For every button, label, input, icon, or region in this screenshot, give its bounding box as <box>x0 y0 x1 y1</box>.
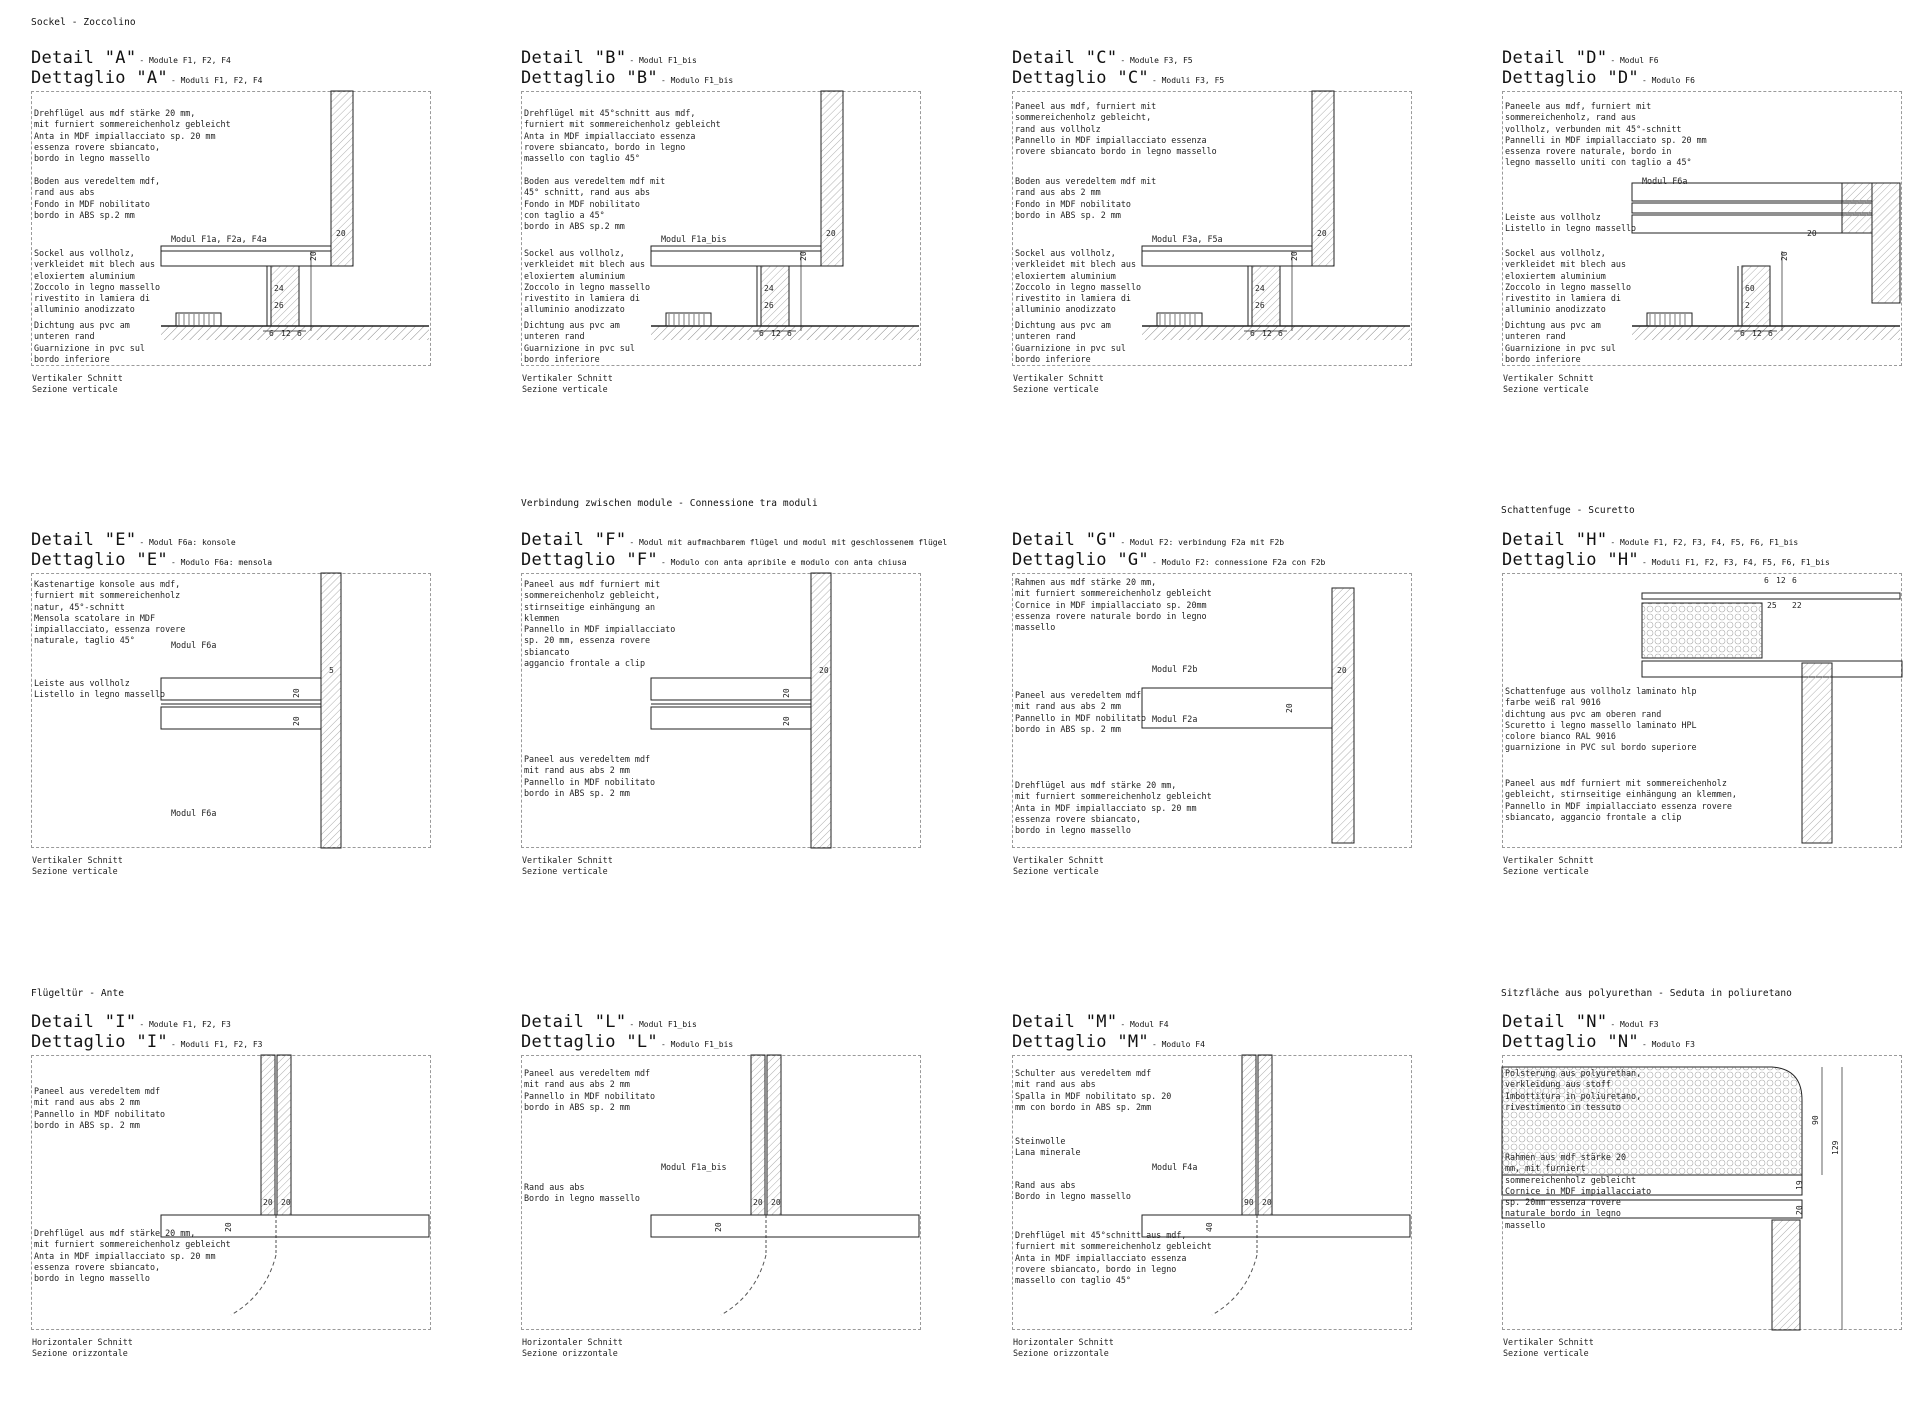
dimension-label: 24 <box>764 284 774 293</box>
annotation-text: Rand aus abs Bordo in legno massello <box>1015 1180 1131 1202</box>
detail-title-de-sub: - Modul F1_bis <box>629 56 697 65</box>
section-label-schattenfuge: Schattenfuge - Scuretto <box>1501 505 1635 516</box>
front-panel <box>1772 1220 1800 1330</box>
annotation-text: Sockel aus vollholz, verkleidet mit blech aus eloxiertem aluminium Zoccolo in legno massello rivestito in lamiera di alluminio anodizzato <box>1505 248 1632 315</box>
floor <box>651 326 919 340</box>
detail-title-de-sub: - Modul F4 <box>1120 1020 1169 1029</box>
caption-it: Sezione verticale <box>1503 866 1589 876</box>
module-label: Modul F6a <box>1642 176 1688 186</box>
annotation-text: Paneel aus veredeltem mdf mit rand aus abs 2 mm Pannello in MDF nobilitato bordo in ABS sp. 2 mm <box>34 1086 166 1130</box>
dimension-label: 60 <box>1745 284 1755 293</box>
door-leaf <box>651 1215 919 1237</box>
detail-title-it-main: Dettaglio "C" <box>1012 68 1149 88</box>
caption-it: Sezione orizzontale <box>522 1348 618 1358</box>
detail-title-de-main: Detail "M" <box>1012 1012 1118 1032</box>
side-panel <box>811 573 831 848</box>
dimension-label: 6 <box>787 329 792 338</box>
dimension-label: 6 <box>759 329 764 338</box>
dimension-label: 20 <box>1807 229 1817 238</box>
dimension-label: 6 <box>1768 329 1773 338</box>
dimension-label: 20 <box>753 1198 763 1207</box>
dimension-label: 12 <box>281 329 291 338</box>
detail-title-it <box>521 68 733 88</box>
dimension-label: 90 <box>1244 1198 1254 1207</box>
annotation-text: Sockel aus vollholz, verkleidet mit blech aus eloxiertem aluminium Zoccolo in legno massello rivestito in lamiera di alluminio anodizzato <box>1015 248 1142 315</box>
caption-de: Vertikaler Schnitt <box>1013 373 1104 383</box>
detail-title-it <box>1012 68 1224 88</box>
dimension-label: 25 <box>1767 601 1777 610</box>
detail-title-de-sub: - Modul mit aufmachbarem flügel und modul mit geschlossenem flügel <box>629 538 948 547</box>
section-label-sitzflaeche: Sitzfläche aus polyurethan - Seduta in poliuretano <box>1501 988 1792 999</box>
detail-title-it-main: Dettaglio "L" <box>521 1032 658 1052</box>
dimension-label: 19 <box>1795 1180 1804 1190</box>
detail-title-it-sub: - Moduli F1, F2, F4 <box>170 76 263 85</box>
dimension-label: 20 <box>826 229 836 238</box>
caption-it: Sezione orizzontale <box>1013 1348 1109 1358</box>
bottom-shelf <box>1142 246 1312 266</box>
annotation-text: Boden aus veredeltem mdf, rand aus abs Fondo in MDF nobilitato bordo in ABS sp.2 mm <box>34 176 161 220</box>
dimension-label: 2 <box>1745 301 1750 310</box>
caption-it: Sezione verticale <box>1503 1348 1589 1358</box>
plinth-block <box>271 266 299 326</box>
annotation-text: Boden aus veredeltem mdf mit rand aus abs 2 mm Fondo in MDF nobilitato bordo in ABS sp. 2 mm <box>1015 176 1157 220</box>
annotation-text: Dichtung aus pvc am unteren rand Guarnizione in pvc sul bordo inferiore <box>524 320 635 364</box>
detail-title-it-main: Dettaglio "M" <box>1012 1032 1149 1052</box>
annotation-text: Sockel aus vollholz, verkleidet mit blech aus eloxiertem aluminium Zoccolo in legno massello rivestito in lamiera di alluminio anodizzato <box>524 248 651 315</box>
detail-title-de <box>1502 48 1659 68</box>
detail-panel-b <box>521 48 921 438</box>
detail-panel-n <box>1502 1012 1902 1402</box>
detail-title-de-main: Detail "A" <box>31 48 137 68</box>
bottom-shelf <box>161 246 331 266</box>
annotation-text: Polsterung aus polyurethan, verkleidung aus stoff Imbottitura in poliuretano, rivestimento in tessuto <box>1505 1068 1642 1112</box>
module-label: Modul F1a_bis <box>661 234 727 244</box>
detail-title-it <box>31 550 272 570</box>
dimension-label: 20 <box>336 229 346 238</box>
annotation-text: Steinwolle Lana minerale <box>1015 1136 1081 1158</box>
batten <box>1632 203 1872 213</box>
annotation-text: Sockel aus vollholz, verkleidet mit blech aus eloxiertem aluminium Zoccolo in legno massello rivestito in lamiera di alluminio anodizzato <box>34 248 161 315</box>
detail-panel-c <box>1012 48 1412 438</box>
section-caption <box>522 373 613 395</box>
dimension-label: 24 <box>274 284 284 293</box>
dimension-label: 12 <box>1776 576 1786 585</box>
module-label: Modul F6a <box>171 808 217 818</box>
detail-panel-e <box>31 530 431 920</box>
panel-left <box>1242 1055 1256 1215</box>
caption-de: Vertikaler Schnitt <box>1503 373 1594 383</box>
module-label: Modul F2a <box>1152 714 1198 724</box>
dimension-label: 20 <box>782 716 791 726</box>
plinth-block <box>761 266 789 326</box>
caption-it: Sezione verticale <box>32 866 118 876</box>
detail-panel-m <box>1012 1012 1412 1402</box>
dimension-label: 5 <box>329 666 334 675</box>
caption-de: Horizontaler Schnitt <box>522 1337 623 1347</box>
detail-panel-g <box>1012 530 1412 920</box>
caption-de: Vertikaler Schnitt <box>1503 855 1594 865</box>
dimension-label: 20 <box>1285 703 1294 713</box>
detail-title-it <box>1012 550 1325 570</box>
detail-title-de-main: Detail "E" <box>31 530 137 550</box>
caption-it: Sezione verticale <box>522 866 608 876</box>
detail-title-de <box>1012 530 1284 550</box>
detail-panel-a <box>31 48 431 438</box>
side-panel <box>1872 183 1900 303</box>
caption-de: Vertikaler Schnitt <box>1503 1337 1594 1347</box>
door-swing-arc <box>1212 1255 1257 1315</box>
section-caption <box>1503 855 1594 877</box>
dimension-label: 20 <box>819 666 829 675</box>
dimension-label: 20 <box>1337 666 1347 675</box>
insulation <box>1642 603 1762 658</box>
dimension-label: 20 <box>1262 1198 1272 1207</box>
detail-title-de <box>31 48 231 68</box>
caption-it: Sezione orizzontale <box>32 1348 128 1358</box>
dimension-label: 40 <box>1205 1222 1214 1232</box>
dimension-label: 6 <box>1792 576 1797 585</box>
detail-title-de-main: Detail "I" <box>31 1012 137 1032</box>
panel-left <box>751 1055 765 1215</box>
annotation-text: Boden aus veredeltem mdf mit 45° schnitt, rand aus abs Fondo in MDF nobilitato con taglio a 45° bordo in ABS sp.2 mm <box>524 176 666 232</box>
detail-title-it-sub: - Moduli F1, F2, F3, F4, F5, F6, F1_bis <box>1641 558 1830 567</box>
section-caption <box>1013 855 1104 877</box>
detail-title-it <box>1502 1032 1695 1052</box>
detail-title-it <box>1502 68 1695 88</box>
detail-title-it-sub: - Modulo F4 <box>1151 1040 1205 1049</box>
floor <box>161 326 429 340</box>
dimension-label: 22 <box>1792 601 1802 610</box>
dimension-label: 6 <box>1764 576 1769 585</box>
section-label-verbindung: Verbindung zwischen module - Connessione tra moduli <box>521 498 818 509</box>
caption-de: Horizontaler Schnitt <box>32 1337 133 1347</box>
section-caption <box>1503 373 1594 395</box>
section-caption <box>1013 1337 1114 1359</box>
dimension-label: 20 <box>714 1222 723 1232</box>
dimension-label: 26 <box>764 301 774 310</box>
detail-title-de-main: Detail "H" <box>1502 530 1608 550</box>
detail-title-de-main: Detail "G" <box>1012 530 1118 550</box>
detail-title-it-sub: - Modulo F6 <box>1641 76 1695 85</box>
section-caption <box>32 373 123 395</box>
dimension-label: 12 <box>771 329 781 338</box>
section-caption <box>1503 1337 1594 1359</box>
dimension-label: 26 <box>274 301 284 310</box>
dimension-label: 6 <box>1740 329 1745 338</box>
dimension-label: 20 <box>1795 1205 1804 1215</box>
door-swing-arc <box>721 1255 766 1315</box>
panel-right <box>277 1055 291 1215</box>
detail-title-it-sub: - Modulo F3 <box>1641 1040 1695 1049</box>
caption-it: Sezione verticale <box>1013 384 1099 394</box>
panel-left <box>261 1055 275 1215</box>
annotation-text: Dichtung aus pvc am unteren rand Guarnizione in pvc sul bordo inferiore <box>34 320 145 364</box>
detail-title-it-main: Dettaglio "I" <box>31 1032 168 1052</box>
dimension-label: 12 <box>1752 329 1762 338</box>
detail-panel-d <box>1502 48 1902 438</box>
detail-title-de-main: Detail "L" <box>521 1012 627 1032</box>
detail-title-de-main: Detail "C" <box>1012 48 1118 68</box>
caption-de: Vertikaler Schnitt <box>1013 855 1104 865</box>
annotation-text: Paneel aus veredeltem mdf mit rand aus abs 2 mm Pannello in MDF nobilitato bordo in ABS sp. 2 mm <box>524 754 656 798</box>
annotation-text: Schulter aus veredeltem mdf mit rand aus abs Spalla in MDF nobilitato sp. 20 mm con bordo in ABS sp. 2mm <box>1015 1068 1172 1112</box>
detail-title-de <box>1502 530 1798 550</box>
panel <box>1332 588 1354 843</box>
detail-panel-l <box>521 1012 921 1402</box>
dimension-label: 12 <box>1262 329 1272 338</box>
caption-de: Vertikaler Schnitt <box>32 373 123 383</box>
annotation-text: Rahmen aus mdf stärke 20 mm, mit furniert sommereichenholz gebleicht Cornice in MDF impiallacciato sp. 20mm essenza rovere naturale bordo in legno massello <box>1505 1152 1652 1230</box>
section-caption <box>1013 373 1104 395</box>
annotation-text: Rahmen aus mdf stärke 20 mm, mit furniert sommereichenholz gebleicht Cornice in MDF impiallacciato sp. 20mm essenza rovere naturale bordo in legno massello <box>1015 577 1212 633</box>
bottom-shelf <box>1632 215 1872 233</box>
detail-title-it-sub: - Modulo F1_bis <box>660 76 734 85</box>
detail-title-de-sub: - Modul F3 <box>1610 1020 1659 1029</box>
detail-title-de-sub: - Module F3, F5 <box>1120 56 1193 65</box>
annotation-text: Paneel aus mdf furniert mit sommereichenholz gebleicht, stirnseitige einhängung an klemmen, Pannello in MDF impiallacciato essenza rovere sbiancato, aggancio frontale a clip <box>1505 778 1737 822</box>
module-label: Modul F6a <box>171 640 217 650</box>
bottom-shelf <box>651 246 821 266</box>
dimension-label: 20 <box>1317 229 1327 238</box>
annotation-text: Drehflügel aus mdf stärke 20 mm, mit furniert sommereichenholz gebleicht Anta in MDF impiallacciato sp. 20 mm essenza rovere sbiancato, bordo in legno massello <box>1015 780 1212 836</box>
dimension-label: 6 <box>297 329 302 338</box>
section-label-sockel: Sockel - Zoccolino <box>31 17 136 28</box>
door-panel <box>331 91 353 266</box>
detail-panel-i <box>31 1012 431 1402</box>
annotation-text: Drehflügel mit 45°schnitt aus mdf, furniert mit sommereichenholz gebleicht Anta in MDF impiallacciato essenza rovere sbiancato, bordo in legno massello con taglio 45° <box>1015 1230 1212 1286</box>
detail-title-it-sub: - Modulo con anta apribile e modulo con anta chiusa <box>660 558 907 567</box>
detail-title-it-main: Dettaglio "D" <box>1502 68 1639 88</box>
dimension-label: 6 <box>1250 329 1255 338</box>
detail-title-de <box>1012 48 1193 68</box>
detail-title-it-main: Dettaglio "F" <box>521 550 658 570</box>
dimension-label: 20 <box>782 688 791 698</box>
dimension-label: 20 <box>771 1198 781 1207</box>
plinth-block <box>1742 266 1770 326</box>
detail-title-de <box>521 1012 697 1032</box>
annotation-text: Paneel aus veredeltem mdf mit rand aus abs 2 mm Pannello in MDF nobilitato bordo in ABS sp. 2 mm <box>1015 690 1147 734</box>
floor <box>1632 326 1900 340</box>
annotation-text: Paneel aus veredeltem mdf mit rand aus abs 2 mm Pannello in MDF nobilitato bordo in ABS sp. 2 mm <box>524 1068 656 1112</box>
annotation-text: Kastenartige konsole aus mdf, furniert mit sommereichenholz natur, 45°-schnitt Mensola scatolare in MDF impiallacciato, essenza rovere naturale, taglio 45° <box>34 579 186 646</box>
annotation-text: Drehflügel aus mdf stärke 20 mm, mit furniert sommereichenholz gebleicht Anta in MDF impiallacciato sp. 20 mm essenza rovere sbiancato, bordo in legno massello <box>34 108 231 164</box>
detail-title-it-sub: - Moduli F3, F5 <box>1151 76 1225 85</box>
detail-title-it-main: Dettaglio "B" <box>521 68 658 88</box>
detail-title-de <box>31 1012 231 1032</box>
detail-title-it-sub: - Moduli F1, F2, F3 <box>170 1040 263 1049</box>
annotation-text: Dichtung aus pvc am unteren rand Guarnizione in pvc sul bordo inferiore <box>1015 320 1126 364</box>
dimension-label: 20 <box>1290 251 1299 261</box>
module-label: Modul F1a, F2a, F4a <box>171 234 267 244</box>
detail-title-de-main: Detail "B" <box>521 48 627 68</box>
panel-right <box>767 1055 781 1215</box>
dimension-label: 20 <box>224 1222 233 1232</box>
plinth-block <box>1252 266 1280 326</box>
detail-title-it <box>31 1032 262 1052</box>
dimension-label: 20 <box>292 716 301 726</box>
caption-de: Vertikaler Schnitt <box>522 373 613 383</box>
detail-title-it <box>521 1032 733 1052</box>
detail-title-it-main: Dettaglio "A" <box>31 68 168 88</box>
dimension-label: 20 <box>799 251 808 261</box>
annotation-text: Drehflügel mit 45°schnitt aus mdf, furniert mit sommereichenholz gebleicht Anta in MDF impiallacciato essenza rovere sbiancato, bordo in legno massello con taglio 45° <box>524 108 721 164</box>
detail-title-de-sub: - Module F1, F2, F3 <box>139 1020 231 1029</box>
worktop <box>1642 593 1900 599</box>
detail-title-it-sub: - Modulo F6a: mensola <box>170 558 273 567</box>
panel-right <box>1258 1055 1272 1215</box>
detail-title-it <box>1502 550 1830 570</box>
detail-title-it-main: Dettaglio "E" <box>31 550 168 570</box>
annotation-text: Schattenfuge aus vollholz laminato hlp farbe weiß ral 9016 dichtung aus pvc am oberen rand Scuretto i legno massello laminato HPL colore bianco RAL 9016 guarnizione in PVC sul bordo superiore <box>1505 686 1697 753</box>
dimension-label: 24 <box>1255 284 1265 293</box>
section-caption <box>32 1337 133 1359</box>
dimension-label: 20 <box>309 251 318 261</box>
detail-title-it-sub: - Modulo F2: connessione F2a con F2b <box>1151 558 1326 567</box>
door-panel <box>821 91 843 266</box>
annotation-text: Paneel aus mdf, furniert mit sommereichenholz gebleicht, rand aus vollholz Pannello in MDF impiallacciato essenza rovere sbiancato bordo in legno massello <box>1015 101 1217 157</box>
section-caption <box>522 1337 623 1359</box>
detail-title-it <box>31 68 262 88</box>
detail-panel-h <box>1502 530 1902 920</box>
caption-it: Sezione verticale <box>1503 384 1589 394</box>
module-label: Modul F3a, F5a <box>1152 234 1223 244</box>
detail-title-de <box>31 530 236 550</box>
annotation-text: Rand aus abs Bordo in legno massello <box>524 1182 640 1204</box>
detail-title-de-sub: - Modul F2: verbindung F2a mit F2b <box>1120 538 1285 547</box>
detail-title-it <box>521 550 907 570</box>
annotation-text: Paneele aus mdf, furniert mit sommereichenholz, rand aus vollholz, verbunden mit 45°-schnitt Pannelli in MDF impiallacciato sp. 20 mm essenza rovere naturale, bordo in legno massello uniti con taglio a 45° <box>1505 101 1707 168</box>
detail-title-de <box>1012 1012 1169 1032</box>
section-label-fluegeltuer: Flügeltür - Ante <box>31 988 125 999</box>
detail-title-it <box>1012 1032 1205 1052</box>
detail-title-de <box>521 48 697 68</box>
batten-block <box>1842 183 1872 233</box>
annotation-text: Drehflügel aus mdf stärke 20 mm, mit furniert sommereichenholz gebleicht Anta in MDF impiallacciato sp. 20 mm essenza rovere sbiancato, bordo in legno massello <box>34 1228 231 1284</box>
section-caption <box>32 855 123 877</box>
detail-title-de-sub: - Modul F1_bis <box>629 1020 697 1029</box>
detail-title-de-main: Detail "N" <box>1502 1012 1608 1032</box>
caption-it: Sezione verticale <box>1013 866 1099 876</box>
annotation-text: Paneel aus mdf furniert mit sommereichenholz gebleicht, stirnseitige einhängung an klemmen Pannello in MDF impiallacciato sp. 20 mm, essenza rovere sbiancato aggancio frontale a clip <box>524 579 676 669</box>
caption-it: Sezione verticale <box>32 384 118 394</box>
dimension-label: 20 <box>281 1198 291 1207</box>
detail-title-de-sub: - Module F1, F2, F3, F4, F5, F6, F1_bis <box>1610 538 1799 547</box>
dimension-label: 6 <box>1278 329 1283 338</box>
dimension-label: 20 <box>1780 251 1789 261</box>
detail-title-de-sub: - Modul F6 <box>1610 56 1659 65</box>
door-panel <box>1312 91 1334 266</box>
module-label: Modul F1a_bis <box>661 1162 727 1172</box>
detail-panel-f <box>521 530 948 920</box>
caption-it: Sezione verticale <box>522 384 608 394</box>
detail-title-de-main: Detail "F" <box>521 530 627 550</box>
dimension-label: 129 <box>1831 1140 1840 1155</box>
caption-de: Vertikaler Schnitt <box>522 855 613 865</box>
caption-de: Horizontaler Schnitt <box>1013 1337 1114 1347</box>
shelf <box>1642 661 1902 677</box>
detail-title-de-main: Detail "D" <box>1502 48 1608 68</box>
detail-title-de-sub: - Module F1, F2, F4 <box>139 56 231 65</box>
module-label: Modul F4a <box>1152 1162 1198 1172</box>
annotation-text: Leiste aus vollholz Listello in legno massello <box>34 678 166 700</box>
annotation-text: Leiste aus vollholz Listello in legno massello <box>1505 212 1637 234</box>
door-swing-arc <box>231 1255 276 1315</box>
dimension-label: 90 <box>1811 1115 1820 1125</box>
detail-title-it-main: Dettaglio "H" <box>1502 550 1639 570</box>
detail-title-it-sub: - Modulo F1_bis <box>660 1040 734 1049</box>
detail-title-de <box>521 530 947 550</box>
front-panel <box>1802 663 1832 843</box>
dimension-label: 20 <box>292 688 301 698</box>
module-label: Modul F2b <box>1152 664 1198 674</box>
dimension-label: 26 <box>1255 301 1265 310</box>
detail-title-it-main: Dettaglio "G" <box>1012 550 1149 570</box>
caption-de: Vertikaler Schnitt <box>32 855 123 865</box>
section-caption <box>522 855 613 877</box>
side-panel <box>321 573 341 848</box>
floor <box>1142 326 1410 340</box>
dimension-label: 6 <box>269 329 274 338</box>
annotation-text: Dichtung aus pvc am unteren rand Guarnizione in pvc sul bordo inferiore <box>1505 320 1616 364</box>
dimension-label: 20 <box>263 1198 273 1207</box>
detail-title-de <box>1502 1012 1659 1032</box>
detail-title-de-sub: - Modul F6a: konsole <box>139 538 236 547</box>
detail-title-it-main: Dettaglio "N" <box>1502 1032 1639 1052</box>
